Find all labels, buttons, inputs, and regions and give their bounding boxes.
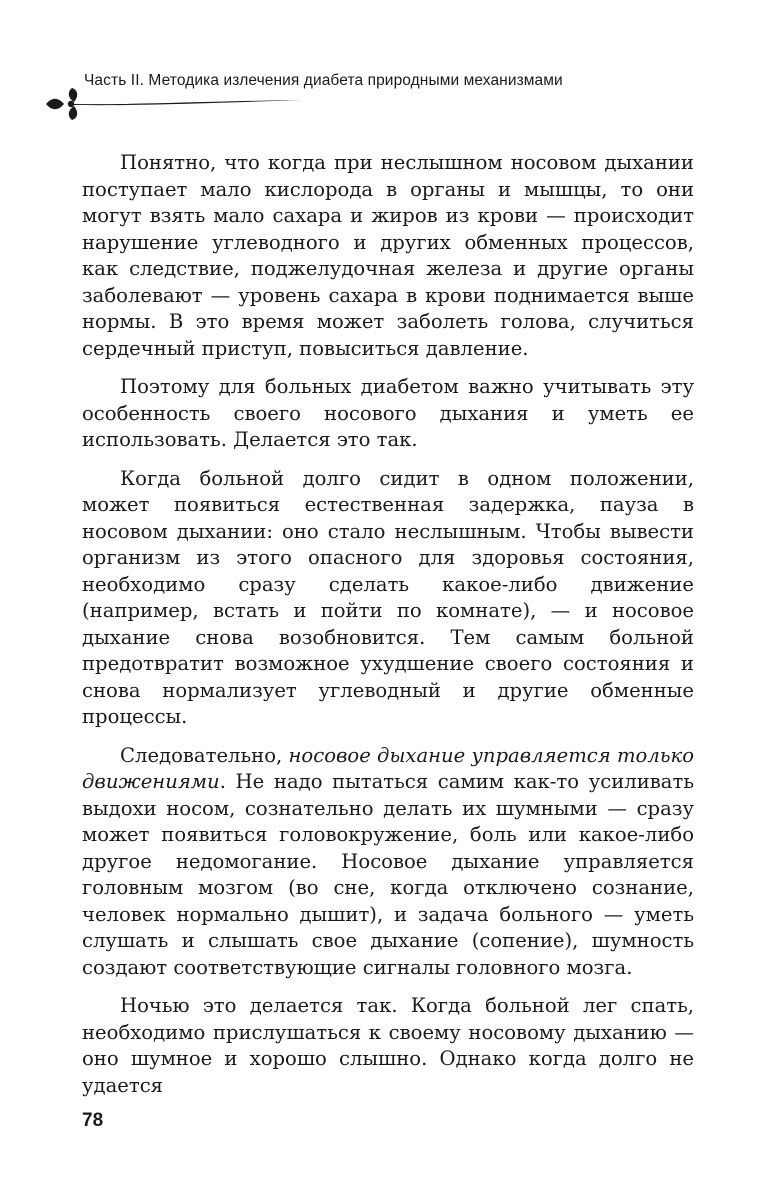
paragraph: Поэтому для больных диабетом важно учитывать эту особенность своего носового дыхания и уметь ее использовать. Делается это так. <box>82 375 694 451</box>
paragraph: Когда больной долго сидит в одном положении, может появиться естественная задержка, пауза в носовом дыхании: оно стало неслышным. Чтобы вывести организм из этого опасного для здоровья состояния, необходимо сразу сделать какое-либо движение (например, встать и пойти по комнате), — и носовое дыхание снова возобновится. Тем самым больной предотвратит возможное ухудшение своего состояния и снова нормализует углеводный и другие обменные процессы. <box>82 466 694 728</box>
paragraph-rest: . Не надо пытаться самим как-то усиливать выдохи носом, сознательно делать их шумными — сразу может появиться головокружение, боль или какое-либо другое недомогание. Носовое дыхание управляется головным мозгом (во сне, когда отключено сознание, человек нормально дышит), и задача больного — уметь слушать и слышать свое дыхание (сопение), шумность создают соответствующие сигналы головного мозга. <box>82 770 694 979</box>
body-text <box>82 150 694 1099</box>
running-header: Часть II. Методика излечения диабета природными механизмами <box>84 72 563 89</box>
paragraph <box>82 743 694 982</box>
paragraph: Понятно, что когда при неслышном носовом дыхании поступает мало кислорода в органы и мышцы, то они могут взять мало сахара и жиров из крови — происходит нарушение углеводного и других обменных процессов, как следствие, поджелудочная железа и другие органы заболевают — уровень сахара в крови поднимается выше нормы. В это время может заболеть голова, случиться сердечный приступ, повыситься давление. <box>82 151 694 360</box>
emphasis-text: носовое дыхание управляется только движениями <box>82 743 694 793</box>
leaf-flourish-icon <box>44 84 304 124</box>
paragraph-lead: Следовательно, <box>120 743 289 767</box>
page-number: 78 <box>82 1110 104 1131</box>
paragraph: Ночью это делается так. Когда больной лег спать, необходимо прислушаться к своему носовому дыханию — оно шумное и хорошо слышно. Однако когда долго не удается <box>82 994 694 1097</box>
